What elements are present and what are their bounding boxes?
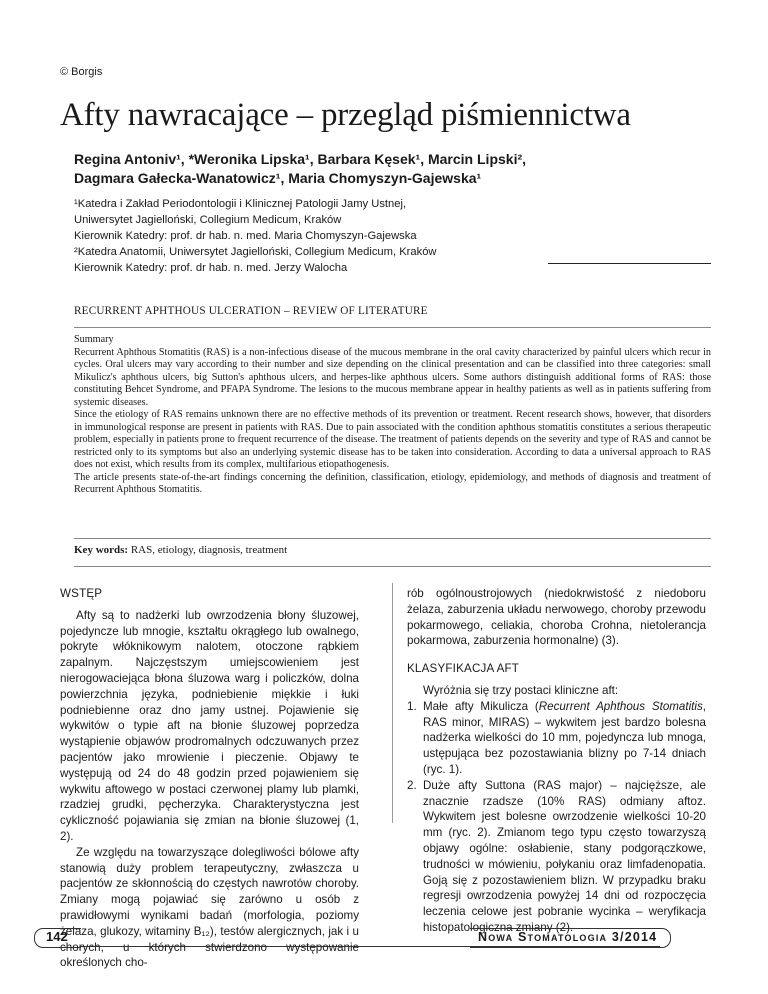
article-title: Afty nawracające – przegląd piśmiennictwa [60, 97, 631, 133]
keywords-divider [74, 538, 711, 539]
affiliation-line: Kierownik Katedry: prof. dr hab. n. med. Maria Chomyszyn-Gajewska [74, 230, 417, 242]
abstract-paragraph: Since the etiology of RAS remains unknown there are no effective methods of its prevention or treatment. Recent research shows, however, that disorders in immunological response are present in patients with RAS. Due to pain associated with the condition aphthous stomatitis constitutes a serious therapeutic problem, especially in patients prone to frequent recurrence of the disease. The treatment of patients depends on the severity and type of RAS and cannot be restricted only to its symptoms but also an underlying systemic disease has to be taken into consideration. According to data a universal approach to RAS does not exist, which results from its complex, multifarious etiopathogenesis. [74, 409, 711, 470]
list-text: Małe afty Mikulicza ( [423, 699, 539, 713]
affiliation-divider [548, 263, 711, 264]
journal-name: Nowa Stomatologia 3/2014 [478, 930, 658, 944]
body-paragraph: Ze względu na towarzyszące dolegliwości bólowe afty stanowią duży problem terapeutyczny, zwłaszcza u pacjentów ze skłonnością do częstych nawrotów choroby. Zmiany mogą pojawiać się zarówno u osób z prawidłowymi wynikami badań (morfologia, poziomy żelaza, glukozy, witaminy B₁₂), testów alergicznych, jak i u chorych, u których stwierdzono występowanie określonych cho- [60, 845, 359, 970]
list-text: , RAS minor, MIRAS) – wykwitem jest bardzo bolesna nadżerka wielkości do 10 mm, pojedyncza lub mnoga, ustępująca bez pozostawiania blizny po 7-14 dniach (ryc. 1). [423, 699, 706, 776]
list-text-italic: Recurrent Aphthous Stomatitis [538, 699, 703, 713]
abstract-label: Summary [74, 334, 114, 345]
list-item [407, 778, 706, 936]
body-paragraph: rób ogólnoustrojowych (niedokrwistość z niedoboru żelaza, zaburzenia układu nerwowego, choroby przewodu pokarmowego, celiakia, choroba Crohna, nietolerancja pokarmowa, zaburzenia hormonalne) (3). [407, 587, 706, 648]
section-heading: KLASYFIKACJA AFT [407, 662, 520, 676]
keywords [74, 544, 287, 556]
keywords-text: RAS, etiology, diagnosis, treatment [130, 544, 288, 556]
page-number: 142 [46, 929, 68, 944]
body-column-left [60, 586, 359, 971]
classification-list [407, 699, 706, 936]
body-paragraph: Afty są to nadżerki lub owrzodzenia błony śluzowej, pojedyncze lub mnogie, kształtu okrągłego lub owalnego, pokryte włóknikowym nalotem, otoczone rąbkiem zapalnym. Najczęstszym umiejscowieniem jest nierogowaciejąca błona śluzowa warg i policzków, dolna powierzchnia języka, podniebienie miękkie i łuki podniebienne oraz dno jamy ustnej. Pojawienie się wykwitów o typie aft na błonie śluzowej poprzedza wystąpienie objawów prodromalnych odczuwanych przez pacjentów jako mrowienie i pieczenie. Objawy te występują od 24 do 48 godzin przed pojawieniem się wykwitu aftowego w postaci czerwonej plamy lub plamki, rzadziej grudki, pęcherzyka. Charakterystyczna jest cykliczność pojawiania się zmian na błonie śluzowej (1, 2). [60, 608, 359, 843]
authors-line: Regina Antoniv¹, *Weronika Lipska¹, Barbara Kęsek¹, Marcin Lipski², [74, 151, 527, 167]
list-text: Duże afty Suttona (RAS major) – najcięższe, ale znacznie rzadsze (10% RAS) odmiany aftoz. Wykwitem jest bolesne owrzodzenie wielkości 10-20 mm (ryc. 2). Zmianom tego typu często towarzyszą objawy ogólne: osłabienie, stany podgorączkowe, trudności w mówieniu, połykaniu oraz limfadenopatia. Goją się z pozostawieniem blizn. W przypadku braku regresji owrzodzenia powyżej 14 dni od rozpoczęcia leczenia celowe jest pobranie wycinka – weryfikacja histopatologiczna zmiany (2). [423, 778, 706, 934]
abstract-divider [74, 327, 711, 328]
keywords-label: Key words: [74, 544, 129, 556]
affiliation-line: Kierownik Katedry: prof. dr hab. n. med. Jerzy Walocha [74, 262, 348, 274]
affiliation-line: Uniwersytet Jagielloński, Collegium Medicum, Kraków [74, 214, 342, 226]
abstract-paragraph: Recurrent Aphthous Stomatitis (RAS) is a non-infectious disease of the mucous membrane in the oral cavity characterized by painful ulcers which recur in cycles. Oral ulcers may vary according to their number and size depending on the clinical presentation and can be classified into three categories: small Mikulicz's aphthous ulcers, big Sutton's aphthous ulcers, and herpes-like aphthous ulcers. Some authors distinguish additional forms of RAS: those constituting Behcet Syndrome, and PFAPA Syndrome. The lesions to the mucous membrane appear in healthy patients as well as in patients suffering from systemic diseases. [74, 346, 711, 408]
body-column-right [407, 586, 706, 936]
keywords-divider [74, 566, 711, 567]
list-number: 2. [407, 778, 417, 792]
affiliation-line: ²Katedra Anatomii, Uniwersytet Jagielloński, Collegium Medicum, Kraków [74, 246, 437, 258]
list-item [407, 699, 706, 778]
column-divider [392, 583, 393, 823]
abstract [74, 334, 711, 497]
list-number: 1. [407, 699, 417, 713]
abstract-paragraph: The article presents state-of-the-art findings concerning the definition, classification, etiology, epidemiology, and methods of diagnosis and treatment of Recurrent Aphthous Stomatitis. [74, 471, 711, 495]
authors-line: Dagmara Gałecka-Wanatowicz¹, Maria Chomyszyn-Gajewska¹ [74, 170, 482, 186]
english-title: RECURRENT APHTHOUS ULCERATION – REVIEW OF LITERATURE [74, 305, 428, 317]
affiliations [74, 196, 594, 276]
section-heading: WSTĘP [60, 587, 103, 600]
copyright-notice: © Borgis [60, 66, 103, 78]
authors [74, 150, 694, 188]
affiliation-line: ¹Katedra i Zakład Periodontologii i Klinicznej Patologii Jamy Ustnej, [74, 198, 407, 210]
body-paragraph: Wyróżnia się trzy postaci kliniczne aft: [423, 683, 619, 697]
